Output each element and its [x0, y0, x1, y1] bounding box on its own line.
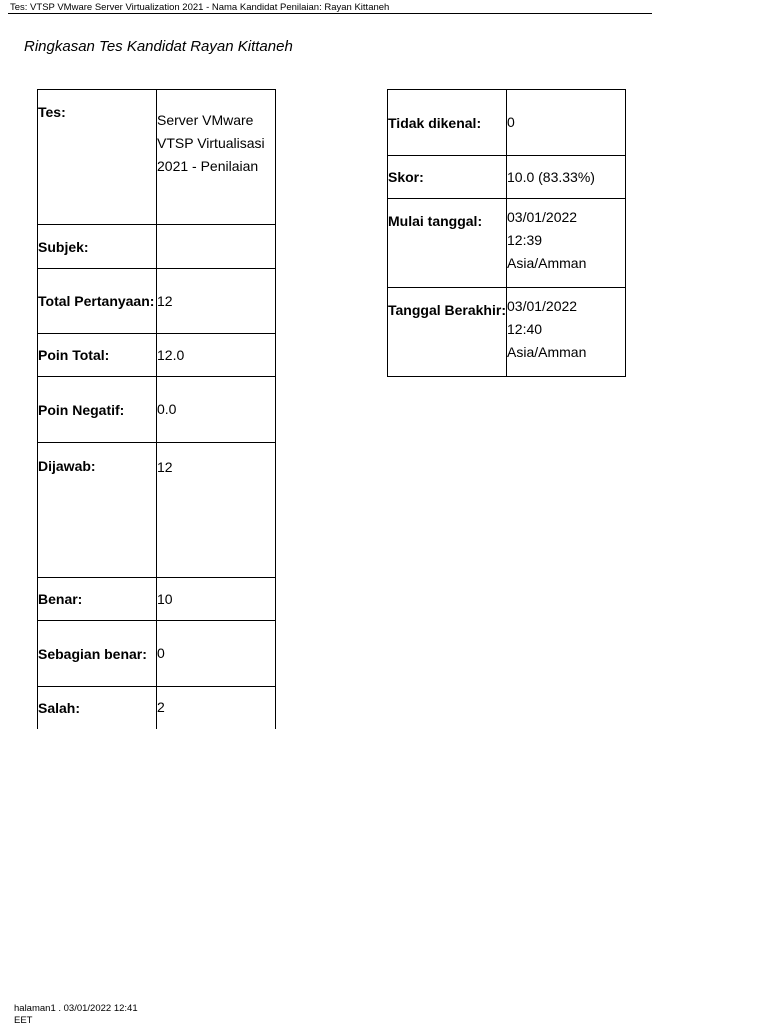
row-label-start-date: Mulai tanggal:	[388, 199, 507, 288]
page-footer: halaman1 . 03/01/2022 12:41 EET	[14, 1003, 138, 1024]
table-row	[38, 334, 276, 377]
row-value-score: 10.0 (83.33%)	[507, 156, 626, 199]
table-row	[388, 288, 626, 377]
row-label-total-questions: Total Pertanyaan:	[38, 269, 157, 334]
row-value-partially-correct: 0	[157, 621, 276, 687]
table-row	[38, 687, 276, 729]
row-label-end-date: Tanggal Berakhir:	[388, 288, 507, 377]
row-label-score: Skor:	[388, 156, 507, 199]
table-row	[38, 578, 276, 621]
row-label-negative-points: Poin Negatif:	[38, 377, 157, 443]
row-value-test: Server VMware VTSP Virtualisasi 2021 - Penilaian	[157, 90, 276, 225]
row-value-start-date: 03/01/2022 12:39 Asia/Amman	[507, 199, 626, 288]
row-label-test: Tes:	[38, 90, 157, 225]
table-row	[38, 621, 276, 687]
row-value-end-date: 03/01/2022 12:40 Asia/Amman	[507, 288, 626, 377]
row-value-unknown: 0	[507, 90, 626, 156]
row-value-negative-points: 0.0	[157, 377, 276, 443]
document-header: Tes: VTSP VMware Server Virtualization 2021 - Nama Kandidat Penilaian: Rayan Kittaneh	[10, 2, 390, 13]
table-row	[388, 199, 626, 288]
score-details-table	[387, 89, 626, 377]
table-row	[38, 377, 276, 443]
row-value-total-questions: 12	[157, 269, 276, 334]
row-label-partially-correct: Sebagian benar:	[38, 621, 157, 687]
test-details-table	[37, 89, 276, 729]
summary-title: Ringkasan Tes Kandidat Rayan Kittaneh	[24, 38, 293, 55]
table-row	[38, 269, 276, 334]
row-label-wrong: Salah:	[38, 687, 157, 729]
row-value-correct: 10	[157, 578, 276, 621]
row-label-total-points: Poin Total:	[38, 334, 157, 377]
table-row	[38, 225, 276, 269]
row-label-correct: Benar:	[38, 578, 157, 621]
header-divider	[8, 13, 652, 14]
table-row	[388, 156, 626, 199]
row-value-answered: 12	[157, 443, 276, 578]
row-value-wrong: 2	[157, 687, 276, 729]
row-value-subject	[157, 225, 276, 269]
row-value-total-points: 12.0	[157, 334, 276, 377]
table-row	[38, 90, 276, 225]
row-label-unknown: Tidak dikenal:	[388, 90, 507, 156]
row-label-answered: Dijawab:	[38, 443, 157, 578]
table-row	[38, 443, 276, 578]
table-row	[388, 90, 626, 156]
row-label-subject: Subjek:	[38, 225, 157, 269]
